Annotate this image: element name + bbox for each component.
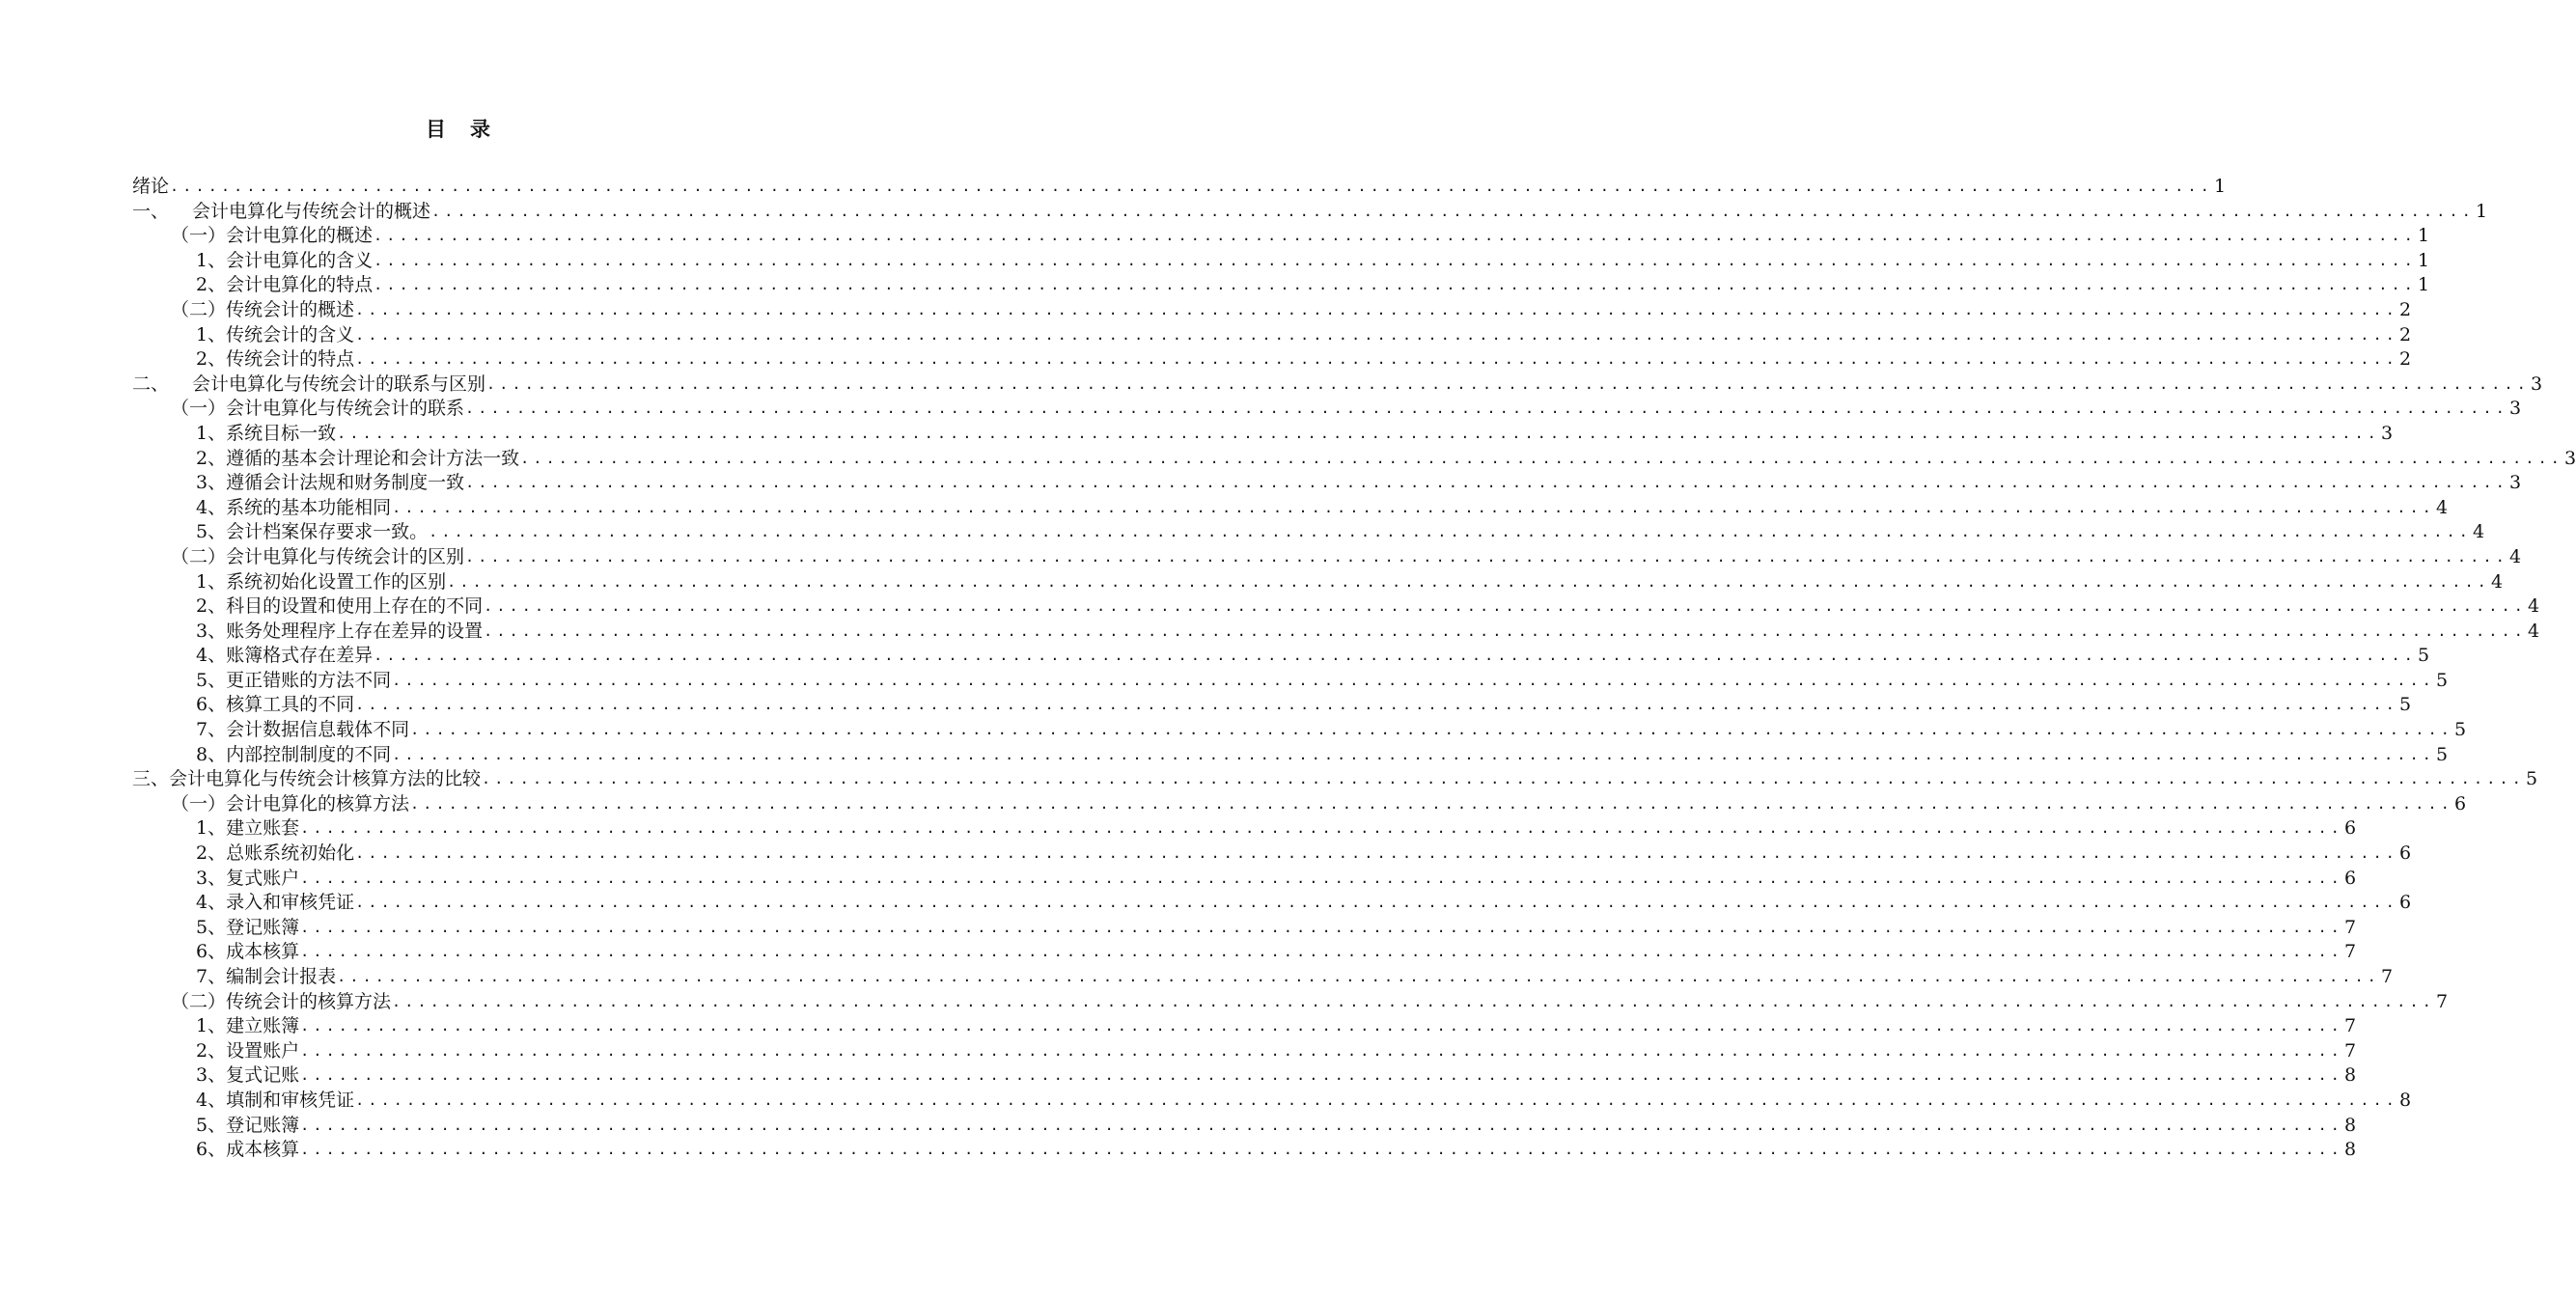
toc-entry-label: 会计电算化与传统会计的联系 — [226, 398, 465, 420]
toc-entry-label: 更正错账的方法不同 — [226, 669, 392, 691]
toc-page-number: 7 — [2344, 1039, 2357, 1062]
toc-entry-number: （一） — [171, 792, 227, 814]
toc-entry-number: 4、 — [196, 645, 227, 667]
toc-entry-label: 建立账套 — [226, 817, 300, 840]
toc-entry[interactable] — [132, 447, 2576, 472]
toc-page-number: 3 — [2530, 373, 2543, 395]
table-of-contents — [132, 175, 2576, 1163]
toc-entry[interactable] — [132, 397, 2522, 422]
toc-dot-leader: ................................................................................................................................................................ — [337, 968, 2381, 985]
toc-entry-label: 传统会计的特点 — [226, 348, 355, 371]
toc-entry-label: 会计数据信息载体不同 — [226, 719, 410, 741]
toc-entry-label: 会计电算化与传统会计核算方法的比较 — [169, 768, 482, 790]
toc-entry-number: 8、 — [196, 743, 227, 765]
toc-entry-number: 4、 — [196, 1089, 227, 1111]
toc-entry-label: 登记账簿 — [226, 1114, 300, 1136]
toc-entry[interactable] — [132, 1089, 2412, 1114]
toc-entry-label: 成本核算 — [226, 941, 300, 963]
toc-entry[interactable] — [132, 1039, 2357, 1064]
toc-page-number: 1 — [2418, 249, 2430, 271]
toc-dot-leader: ................................................................................................................................................................ — [355, 1090, 2399, 1109]
toc-entry-label: 账务处理程序上存在差异的设置 — [226, 620, 484, 642]
toc-entry-label: 系统初始化设置工作的区别 — [226, 570, 447, 593]
toc-page-number: 5 — [2436, 669, 2449, 691]
toc-entry[interactable] — [132, 594, 2540, 620]
toc-page-number: 6 — [2399, 842, 2412, 865]
toc-entry[interactable] — [132, 496, 2449, 521]
toc-dot-leader: ................................................................................................................................................................ — [374, 227, 2417, 245]
toc-entry-label: 绪论 — [132, 176, 170, 197]
toc-entry-label: 总账系统初始化 — [226, 842, 355, 865]
toc-entry[interactable] — [132, 323, 2412, 348]
toc-page-number: 2 — [2398, 298, 2412, 320]
toc-entry-label: 会计电算化与传统会计的联系与区别 — [192, 373, 486, 395]
toc-page-number: 4 — [2508, 545, 2522, 567]
toc-page-number: 3 — [2381, 422, 2394, 444]
toc-page-number: 1 — [2213, 176, 2227, 197]
toc-entry-number: 3、 — [196, 472, 227, 494]
toc-entry[interactable] — [132, 767, 2538, 792]
toc-entry[interactable] — [132, 471, 2522, 496]
toc-page-number: 1 — [2418, 274, 2430, 296]
toc-page-number: 6 — [2344, 817, 2357, 840]
toc-entry-number: 1、 — [196, 570, 227, 593]
toc-entry-label: 建立账簿 — [226, 1015, 300, 1037]
toc-entry-number: 4、 — [196, 892, 227, 914]
toc-entry-label: 录入和审核凭证 — [226, 892, 355, 914]
toc-entry-label: 登记账簿 — [226, 916, 300, 938]
toc-page-number: 2 — [2399, 348, 2412, 371]
toc-page-number: 2 — [2399, 323, 2412, 345]
toc-entry-label: 会计电算化与传统会计的概述 — [192, 200, 431, 222]
toc-dot-leader: ................................................................................................................................................................ — [447, 572, 2491, 591]
toc-entry-label: 编制会计报表 — [226, 966, 337, 987]
toc-dot-leader: ................................................................................................................................................................ — [300, 1017, 2344, 1035]
toc-entry-label: 传统会计的核算方法 — [226, 990, 392, 1012]
toc-entry[interactable] — [132, 347, 2412, 373]
toc-entry-number: 3、 — [196, 620, 227, 642]
toc-entry-number: 5、 — [196, 1114, 227, 1136]
toc-dot-leader: ................................................................................................................................................................ — [392, 671, 2436, 689]
toc-entry-label: 传统会计的概述 — [226, 298, 355, 320]
toc-dot-leader: ................................................................................................................................................................ — [465, 547, 2508, 566]
toc-entry-label: 账簿格式存在差异 — [226, 645, 374, 667]
toc-page-number: 7 — [2435, 990, 2449, 1012]
toc-entry-number: 二、 — [132, 373, 170, 395]
toc-entry-number: 3、 — [196, 1064, 227, 1087]
toc-page-number: 3 — [2564, 447, 2576, 469]
toc-dot-leader: ................................................................................................................................................................ — [410, 794, 2453, 813]
toc-dot-leader: ................................................................................................................................................................ — [355, 894, 2399, 912]
toc-entry[interactable] — [132, 891, 2412, 916]
toc-entry[interactable] — [132, 743, 2449, 768]
toc-dot-leader: ................................................................................................................................................................ — [355, 844, 2399, 863]
toc-entry-label: 设置账户 — [226, 1039, 300, 1062]
toc-entry-label: 系统目标一致 — [226, 422, 337, 444]
toc-page-number: 8 — [2344, 1064, 2357, 1087]
title-part-1: 目 — [426, 118, 447, 141]
toc-entry-number: 1、 — [196, 817, 227, 840]
toc-page-number: 4 — [2528, 595, 2540, 618]
toc-page-number: 4 — [2473, 521, 2485, 543]
toc-dot-leader: ................................................................................................................................................................ — [170, 178, 2213, 195]
toc-entry-number: 2、 — [196, 595, 227, 618]
toc-dot-leader: ................................................................................................................................................................ — [429, 523, 2473, 541]
toc-entry[interactable] — [132, 916, 2357, 941]
page-title — [0, 114, 917, 143]
toc-dot-leader: ................................................................................................................................................................ — [484, 597, 2528, 616]
toc-entry-number: 5、 — [196, 669, 227, 691]
toc-page-number: 8 — [2344, 1114, 2357, 1136]
toc-entry-number: 1、 — [196, 422, 227, 444]
toc-page-number: 5 — [2418, 645, 2430, 667]
toc-dot-leader: ................................................................................................................................................................ — [355, 300, 2398, 318]
toc-dot-leader: ................................................................................................................................................................ — [484, 621, 2528, 640]
toc-page-number: 1 — [2475, 200, 2488, 222]
toc-entry[interactable] — [132, 669, 2449, 694]
toc-page-number: 6 — [2344, 867, 2357, 889]
toc-page-number: 5 — [2525, 768, 2538, 790]
toc-dot-leader: ................................................................................................................................................................ — [465, 400, 2508, 418]
toc-entry[interactable] — [132, 1114, 2357, 1139]
toc-dot-leader: ................................................................................................................................................................ — [300, 819, 2344, 838]
toc-dot-leader: ................................................................................................................................................................ — [355, 325, 2399, 344]
toc-entry-label: 成本核算 — [226, 1139, 300, 1161]
toc-entry[interactable] — [132, 175, 2227, 200]
toc-page-number: 5 — [2454, 719, 2467, 741]
toc-entry-label: 会计电算化的概述 — [226, 225, 374, 247]
toc-entry-number: 1、 — [196, 323, 227, 345]
toc-dot-leader: ................................................................................................................................................................ — [300, 1141, 2344, 1159]
toc-entry[interactable] — [132, 520, 2485, 545]
toc-entry[interactable] — [132, 1063, 2357, 1089]
toc-entry[interactable] — [132, 570, 2504, 595]
toc-entry-number: 7、 — [196, 966, 227, 987]
toc-dot-leader: ................................................................................................................................................................ — [520, 449, 2564, 467]
toc-page-number: 7 — [2344, 916, 2357, 938]
toc-page-number: 7 — [2344, 1015, 2357, 1037]
toc-entry-number: 5、 — [196, 521, 227, 543]
toc-page-number: 1 — [2417, 225, 2430, 247]
title-part-2: 录 — [470, 118, 491, 141]
toc-entry-number: （二） — [171, 990, 227, 1012]
toc-entry-number: 2、 — [196, 1039, 227, 1062]
toc-entry-label: 核算工具的不同 — [226, 694, 355, 716]
toc-page-number: 6 — [2453, 792, 2467, 814]
toc-entry-label: 科目的设置和使用上存在的不同 — [226, 595, 484, 618]
toc-dot-leader: ................................................................................................................................................................ — [392, 992, 2435, 1010]
toc-page-number: 7 — [2344, 941, 2357, 963]
toc-dot-leader: ................................................................................................................................................................ — [300, 1116, 2344, 1134]
toc-dot-leader: ................................................................................................................................................................ — [392, 745, 2436, 763]
toc-entry-number: 一、 — [132, 200, 170, 222]
toc-dot-leader: ................................................................................................................................................................ — [465, 474, 2509, 492]
toc-entry-label: 复式账户 — [226, 867, 300, 889]
toc-entry[interactable] — [132, 867, 2357, 892]
toc-page-number: 3 — [2508, 398, 2522, 420]
toc-page-number: 7 — [2381, 966, 2394, 987]
toc-entry-number: 4、 — [196, 496, 227, 518]
toc-entry[interactable] — [132, 940, 2357, 965]
toc-entry-label: 复式记账 — [226, 1064, 300, 1087]
toc-page-number: 5 — [2436, 743, 2449, 765]
toc-page-number: 8 — [2399, 1089, 2412, 1111]
toc-entry[interactable] — [132, 224, 2430, 249]
toc-entry-number: 三、 — [132, 768, 170, 790]
toc-entry-label: 内部控制制度的不同 — [226, 743, 392, 765]
toc-dot-leader: ................................................................................................................................................................ — [355, 696, 2399, 714]
toc-entry-number: 2、 — [196, 274, 227, 296]
toc-entry-number: （二） — [171, 545, 227, 567]
toc-entry-label: 填制和审核凭证 — [226, 1089, 355, 1111]
toc-entry[interactable] — [132, 792, 2467, 817]
toc-entry-number: 7、 — [196, 719, 227, 741]
toc-entry[interactable] — [132, 422, 2394, 447]
toc-entry[interactable] — [132, 644, 2430, 669]
toc-page-number: 6 — [2399, 892, 2412, 914]
toc-dot-leader: ................................................................................................................................................................ — [374, 276, 2418, 294]
toc-entry-label: 遵循会计法规和财务制度一致 — [226, 472, 465, 494]
toc-entry[interactable] — [132, 249, 2430, 274]
toc-entry[interactable] — [132, 990, 2449, 1015]
toc-entry-number: 5、 — [196, 916, 227, 938]
toc-entry[interactable] — [132, 200, 2488, 225]
toc-page-number: 8 — [2344, 1139, 2357, 1161]
toc-dot-leader: ................................................................................................................................................................ — [337, 424, 2381, 442]
toc-entry-label: 会计电算化的特点 — [226, 274, 374, 296]
toc-dot-leader: ................................................................................................................................................................ — [374, 647, 2418, 665]
toc-entry-number: 2、 — [196, 842, 227, 865]
toc-dot-leader: ................................................................................................................................................................ — [486, 374, 2530, 393]
toc-entry-number: 2、 — [196, 447, 227, 469]
toc-entry[interactable] — [132, 1138, 2357, 1163]
toc-entry-label: 系统的基本功能相同 — [226, 496, 392, 518]
toc-dot-leader: ................................................................................................................................................................ — [355, 350, 2399, 369]
toc-entry-number: 1、 — [196, 249, 227, 271]
toc-entry[interactable] — [132, 373, 2543, 398]
toc-entry[interactable] — [132, 718, 2467, 743]
toc-dot-leader: ................................................................................................................................................................ — [300, 1066, 2344, 1085]
toc-page-number: 5 — [2399, 694, 2412, 716]
toc-page-number: 3 — [2509, 472, 2522, 494]
toc-dot-leader: ................................................................................................................................................................ — [300, 869, 2344, 887]
toc-dot-leader: ................................................................................................................................................................ — [392, 498, 2436, 516]
toc-entry-number: 2、 — [196, 348, 227, 371]
toc-entry-number: （二） — [171, 298, 227, 320]
toc-entry-label: 传统会计的含义 — [226, 323, 355, 345]
toc-page-number: 4 — [2528, 620, 2540, 642]
toc-page-number: 4 — [2491, 570, 2504, 593]
toc-entry-label: 会计电算化的含义 — [226, 249, 374, 271]
toc-dot-leader: ................................................................................................................................................................ — [300, 918, 2344, 936]
toc-entry[interactable] — [132, 965, 2394, 990]
toc-entry[interactable] — [132, 816, 2357, 842]
toc-entry[interactable] — [132, 693, 2412, 718]
toc-dot-leader: ................................................................................................................................................................ — [431, 202, 2475, 220]
toc-page-number: 4 — [2436, 496, 2449, 518]
toc-dot-leader: ................................................................................................................................................................ — [482, 770, 2525, 788]
toc-entry[interactable] — [132, 298, 2412, 323]
toc-dot-leader: ................................................................................................................................................................ — [300, 943, 2344, 961]
toc-entry-number: 6、 — [196, 1139, 227, 1161]
toc-entry-number: 3、 — [196, 867, 227, 889]
toc-entry[interactable] — [132, 842, 2412, 867]
toc-dot-leader: ................................................................................................................................................................ — [374, 251, 2418, 269]
toc-entry-label: 会计档案保存要求一致。 — [226, 521, 429, 543]
toc-entry[interactable] — [132, 545, 2522, 570]
toc-entry-number: （一） — [171, 225, 227, 247]
toc-entry-label: 遵循的基本会计理论和会计方法一致 — [226, 447, 520, 469]
toc-entry-number: 1、 — [196, 1015, 227, 1037]
toc-entry-label: 会计电算化的核算方法 — [226, 792, 410, 814]
toc-entry[interactable] — [132, 1014, 2357, 1039]
toc-entry-number: （一） — [171, 398, 227, 420]
toc-dot-leader: ................................................................................................................................................................ — [300, 1041, 2344, 1060]
toc-entry-number: 6、 — [196, 941, 227, 963]
toc-entry[interactable] — [132, 620, 2540, 645]
toc-entry-number: 6、 — [196, 694, 227, 716]
toc-dot-leader: ................................................................................................................................................................ — [410, 721, 2454, 739]
toc-entry[interactable] — [132, 273, 2430, 298]
toc-entry-label: 会计电算化与传统会计的区别 — [226, 545, 465, 567]
